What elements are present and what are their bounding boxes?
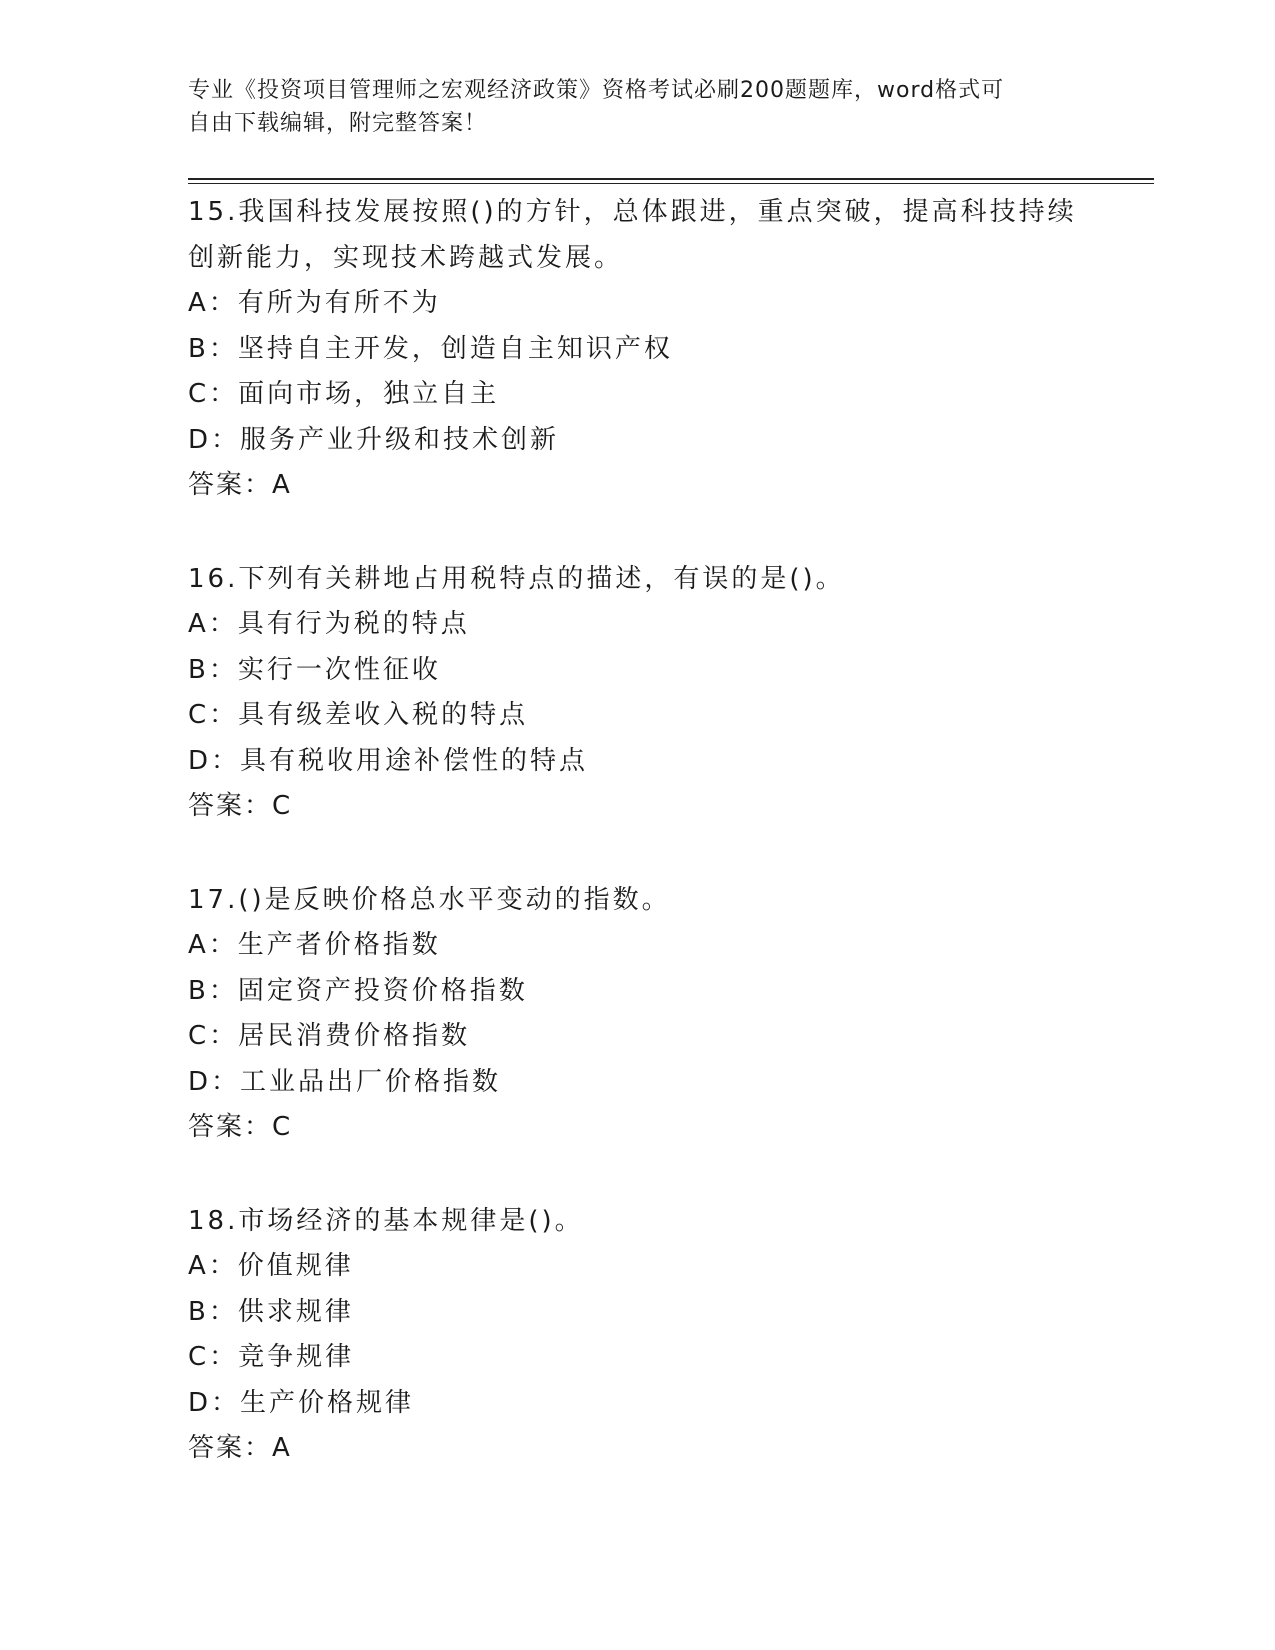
option-a: A：有所为有所不为: [188, 288, 441, 318]
option-c: C：具有级差收入税的特点: [188, 700, 529, 730]
answer: 答案：A: [188, 1433, 292, 1463]
header-line-1: 专业《投资项目管理师之宏观经济政策》资格考试必刷200题题库，word格式可: [188, 78, 1005, 103]
question-18: [188, 1199, 1088, 1472]
option-d: D：服务产业升级和技术创新: [188, 424, 560, 455]
question-stem-continued: 创新能力，实现技术跨越式发展。: [188, 242, 624, 273]
question-17: [188, 878, 1088, 1151]
document-header: [188, 74, 1088, 140]
option-d: D：工业品出厂价格指数: [188, 1066, 502, 1097]
question-spacer: [188, 1151, 1088, 1199]
question-spacer: [188, 830, 1088, 878]
question-15: [188, 190, 1088, 509]
header-line-2: 自由下载编辑，附完整答案！: [188, 111, 488, 136]
option-d: D：生产价格规律: [188, 1387, 415, 1418]
option-b: B：固定资产投资价格指数: [188, 975, 528, 1006]
option-d: D：具有税收用途补偿性的特点: [188, 745, 589, 776]
question-16: [188, 557, 1088, 830]
question-spacer: [188, 509, 1088, 557]
header-divider-thick: [188, 178, 1154, 180]
question-list: [188, 190, 1088, 1472]
header-divider-thin: [188, 183, 1154, 184]
answer: 答案：C: [188, 791, 293, 821]
option-b: B：实行一次性征收: [188, 654, 441, 685]
option-c: C：竞争规律: [188, 1342, 355, 1372]
answer: 答案：C: [188, 1112, 293, 1142]
option-b: B：坚持自主开发，创造自主知识产权: [188, 333, 673, 364]
question-stem: 15.我国科技发展按照()的方针，总体跟进，重点突破，提高科技持续: [188, 197, 1077, 227]
option-a: A：价值规律: [188, 1251, 354, 1281]
question-stem: 16.下列有关耕地占用税特点的描述，有误的是()。: [188, 563, 845, 594]
option-c: C：面向市场，独立自主: [188, 379, 500, 409]
question-stem: 17.()是反映价格总水平变动的指数。: [188, 884, 671, 915]
option-c: C：居民消费价格指数: [188, 1021, 471, 1051]
option-a: A：生产者价格指数: [188, 930, 441, 960]
option-a: A：具有行为税的特点: [188, 609, 470, 639]
option-b: B：供求规律: [188, 1296, 354, 1327]
answer: 答案：A: [188, 470, 292, 500]
question-stem: 18.市场经济的基本规律是()。: [188, 1205, 584, 1236]
